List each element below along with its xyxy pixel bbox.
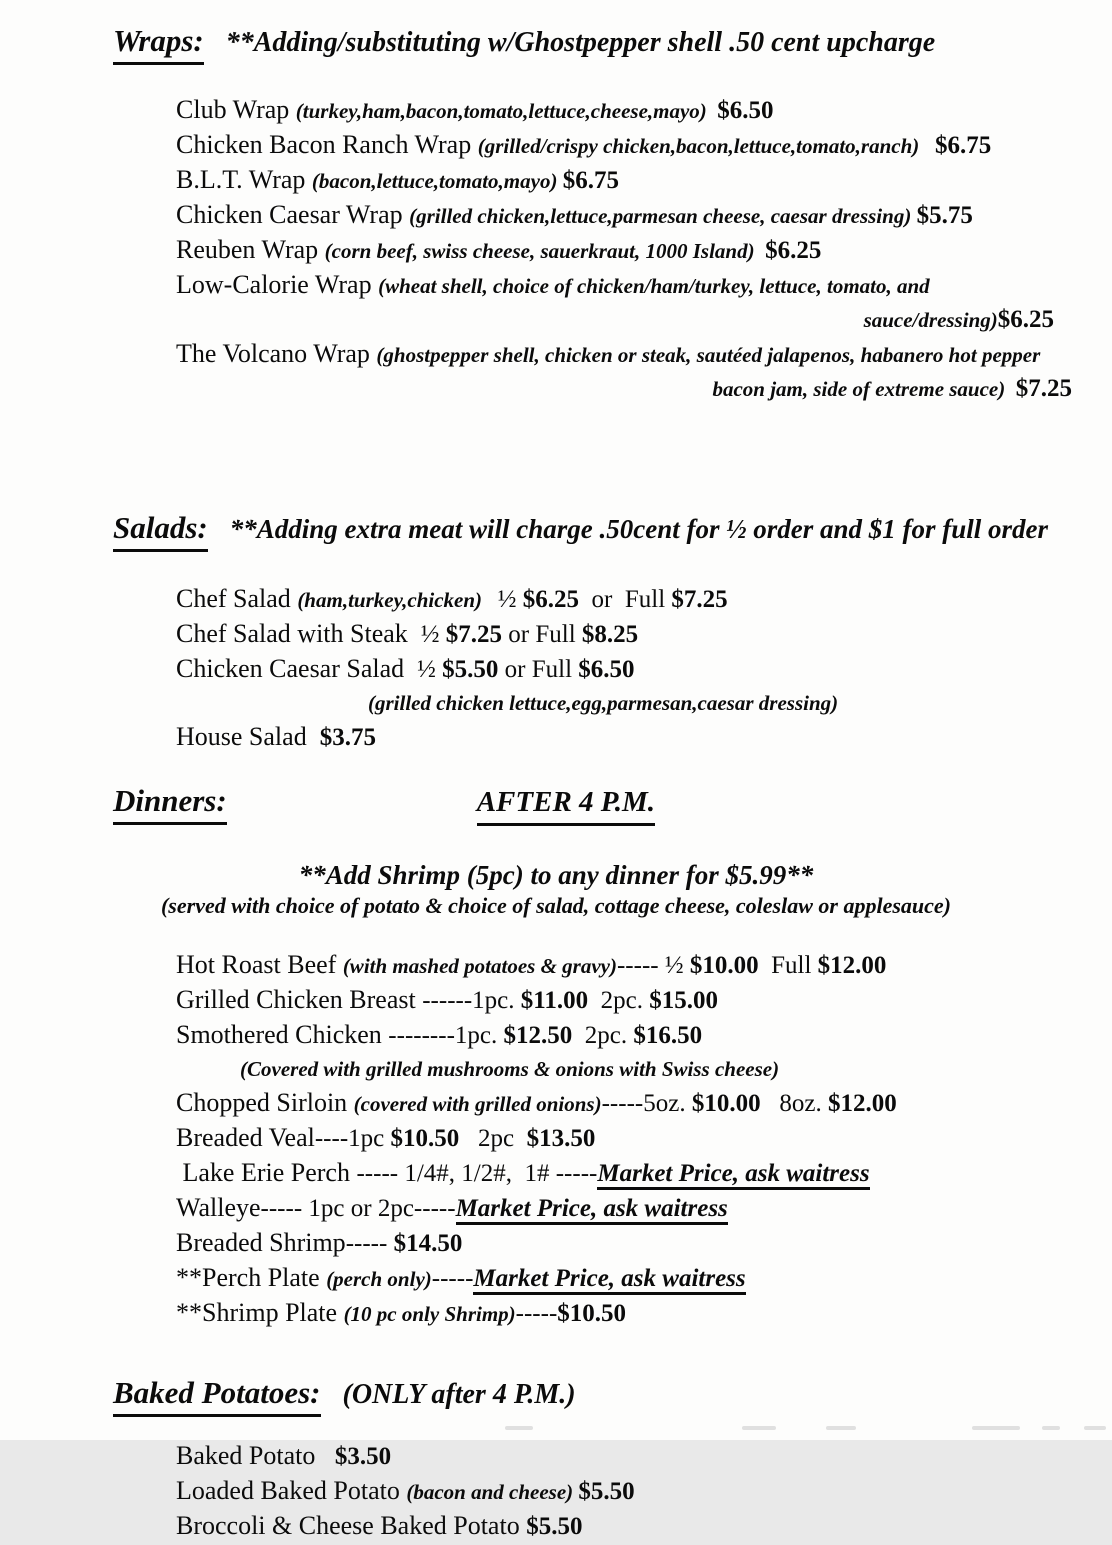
item-desc: (Covered with grilled mushrooms & onions with Swiss cheese) xyxy=(240,1057,780,1081)
or-full-label: or Full xyxy=(579,586,672,613)
wraps-title: Wraps: xyxy=(113,20,204,65)
opt1-price: $10.50 xyxy=(390,1125,460,1152)
item-dash: ----- xyxy=(431,1265,474,1292)
full-price: $7.25 xyxy=(671,586,728,613)
served-with-note: (served with choice of potato & choice of salad, cottage cheese, coleslaw or applesauce) xyxy=(160,893,951,918)
item-dash: ----- 1/4#, 1/2#, 1# ----- xyxy=(356,1160,598,1187)
item-name: Broccoli & Cheese Baked Potato xyxy=(176,1511,527,1540)
salads-note: **Adding extra meat will charge .50cent for ½ order and $1 for full order xyxy=(229,514,1049,544)
menu-item-lake-erie-perch xyxy=(176,1157,1112,1192)
opt2-label: Full xyxy=(758,952,818,979)
item-desc: (perch only) xyxy=(326,1267,432,1291)
menu-item-breaded-veal xyxy=(176,1122,1112,1157)
scan-smudge xyxy=(972,1426,1020,1430)
menu-item-shrimp-plate xyxy=(176,1297,1112,1332)
salads-header xyxy=(113,507,1112,555)
item-price: $5.75 xyxy=(916,202,973,229)
add-shrimp-note: **Add Shrimp (5pc) to any dinner for $5.99** xyxy=(298,860,814,890)
menu-item-loaded-baked-potato xyxy=(176,1475,1112,1510)
market-price-note: Market Price, ask waitress xyxy=(473,1265,745,1295)
menu-item-chicken-caesar-salad-desc xyxy=(368,688,1112,721)
menu-item-chicken-bacon-ranch-wrap xyxy=(176,129,1112,164)
item-desc: (covered with grilled onions) xyxy=(353,1092,602,1116)
menu-item-chicken-caesar-wrap xyxy=(176,199,1112,234)
item-name: Smothered Chicken xyxy=(176,1020,389,1049)
opt1-price: $10.00 xyxy=(689,952,759,979)
menu-item-reuben-wrap xyxy=(176,234,1112,269)
opt1-label: ½ xyxy=(664,952,690,979)
item-name: Reuben Wrap xyxy=(176,235,325,264)
opt2-label: 2pc. xyxy=(588,987,650,1014)
opt1-label: 1pc. xyxy=(454,1022,504,1049)
half-label: ½ xyxy=(417,656,443,683)
item-desc: (10 pc only Shrimp) xyxy=(343,1302,516,1326)
opt2-price: $15.00 xyxy=(649,987,719,1014)
opt1-label: 1pc. xyxy=(472,987,521,1014)
baked-potatoes-header xyxy=(113,1372,1112,1420)
scan-smudge xyxy=(1084,1426,1106,1430)
item-name: Hot Roast Beef xyxy=(176,950,343,979)
item-desc: (bacon and cheese) xyxy=(406,1480,579,1504)
opt2-label: 8oz. xyxy=(760,1090,828,1117)
menu-item-volcano-wrap xyxy=(176,338,1112,373)
item-name: **Perch Plate xyxy=(176,1263,327,1292)
item-price: $14.50 xyxy=(393,1230,463,1257)
item-name: Baked Potato xyxy=(176,1441,335,1470)
item-desc-continued: bacon jam, side of extreme sauce) xyxy=(712,377,1016,401)
menu-item-low-calorie-wrap-continued xyxy=(176,304,1112,338)
item-name: Low-Calorie Wrap xyxy=(176,270,379,299)
item-desc: (ham,turkey,chicken) xyxy=(297,588,498,612)
after-4pm-note: AFTER 4 P.M. xyxy=(477,781,655,826)
wraps-header xyxy=(113,20,1112,68)
opt2-label: 2pc. xyxy=(572,1022,634,1049)
scan-smudge xyxy=(1042,1426,1060,1430)
wraps-note: **Adding/substituting w/Ghostpepper shell .50 cent upcharge xyxy=(225,27,936,58)
item-name: Chicken Bacon Ranch Wrap xyxy=(176,130,478,159)
item-dash: ----- xyxy=(616,952,665,979)
item-price: $7.25 xyxy=(1015,375,1072,402)
item-dash: ---- xyxy=(314,1125,349,1152)
salads-items xyxy=(176,583,1112,756)
item-name: House Salad xyxy=(176,722,320,751)
menu-item-broccoli-cheese-baked-potato xyxy=(176,1510,1112,1545)
item-price: $6.75 xyxy=(562,167,619,194)
item-name: Breaded Shrimp xyxy=(176,1228,346,1257)
dinners-items xyxy=(176,949,1112,1332)
item-dash: ----- xyxy=(601,1090,644,1117)
item-name: B.L.T. Wrap xyxy=(176,165,312,194)
item-price: $10.50 xyxy=(557,1300,627,1327)
half-price: $7.25 xyxy=(445,621,503,648)
item-dash: ------ xyxy=(422,987,473,1014)
market-price-note: Market Price, ask waitress xyxy=(456,1195,728,1225)
opt1-price: $12.50 xyxy=(503,1022,573,1049)
opt1-price: $11.00 xyxy=(520,987,589,1014)
scan-artifact-row xyxy=(0,1424,1112,1432)
item-price: $6.25 xyxy=(997,306,1054,333)
item-dash: ----- xyxy=(515,1300,558,1327)
item-dash: ----- xyxy=(345,1230,394,1257)
item-desc: (corn beef, swiss cheese, sauerkraut, 1000 Island) xyxy=(324,239,766,263)
section-dinners xyxy=(0,780,1112,1332)
item-price: $5.50 xyxy=(578,1478,635,1505)
menu-item-perch-plate xyxy=(176,1262,1112,1297)
item-name: The Volcano Wrap xyxy=(176,339,377,368)
item-price: $5.50 xyxy=(526,1513,583,1540)
full-price: $8.25 xyxy=(581,621,639,648)
scan-smudge xyxy=(742,1426,776,1430)
dinners-title: Dinners: xyxy=(113,780,227,825)
opt1-label: 1pc xyxy=(348,1125,391,1152)
half-price: $5.50 xyxy=(442,656,499,683)
salads-title: Salads: xyxy=(113,507,208,552)
opt2-label: 2pc xyxy=(459,1125,527,1152)
item-desc: (grilled chicken,lettuce,parmesan cheese, caesar dressing) xyxy=(409,204,917,228)
item-name: Breaded Veal xyxy=(176,1123,315,1152)
dinners-header xyxy=(113,780,1112,828)
menu-item-chicken-caesar-salad xyxy=(176,653,1112,688)
item-name: **Shrimp Plate xyxy=(176,1298,344,1327)
menu-item-hot-roast-beef xyxy=(176,949,1112,984)
half-label: ½ xyxy=(497,586,523,613)
menu-item-chef-salad-with-steak xyxy=(176,618,1112,653)
scan-smudge xyxy=(505,1426,533,1430)
menu-item-smothered-chicken xyxy=(176,1019,1112,1054)
menu-item-club-wrap xyxy=(176,94,1112,129)
scan-smudge xyxy=(826,1426,856,1430)
item-name: Chicken Caesar Wrap xyxy=(176,200,410,229)
baked-potatoes-title: Baked Potatoes: xyxy=(113,1372,321,1417)
item-name: Walleye xyxy=(176,1193,261,1222)
item-desc: (turkey,ham,bacon,tomato,lettuce,cheese,mayo) xyxy=(295,99,718,123)
market-price-note: Market Price, ask waitress xyxy=(597,1160,869,1190)
item-desc-continued: sauce/dressing) xyxy=(863,308,998,332)
dinners-notes xyxy=(0,858,1112,919)
menu-item-grilled-chicken-breast xyxy=(176,984,1112,1019)
or-full-label: or Full xyxy=(502,621,582,648)
item-price: $6.75 xyxy=(935,132,992,159)
menu-item-breaded-shrimp xyxy=(176,1227,1112,1262)
item-desc: (grilled/crispy chicken,bacon,lettuce,tomato,ranch) xyxy=(477,134,936,158)
menu-item-low-calorie-wrap xyxy=(176,269,1112,304)
opt2-price: $16.50 xyxy=(633,1022,703,1049)
item-desc: (ghostpepper shell, chicken or steak, sautéed jalapenos, habanero hot pepper xyxy=(376,343,1041,367)
full-price: $6.50 xyxy=(578,656,635,683)
or-full-label: or Full xyxy=(498,656,579,683)
item-name: Lake Erie Perch xyxy=(176,1158,357,1187)
half-label: ½ xyxy=(420,621,446,648)
opt2-price: $13.50 xyxy=(526,1125,596,1152)
menu-item-smothered-chicken-desc xyxy=(240,1054,1112,1087)
item-price: $6.50 xyxy=(717,97,774,124)
item-name: Chef Salad with Steak xyxy=(176,619,421,648)
item-price: $3.75 xyxy=(319,724,376,751)
item-name: Chopped Sirloin xyxy=(176,1088,354,1117)
item-dash: -------- xyxy=(388,1022,455,1049)
opt1-price: $10.00 xyxy=(691,1090,761,1117)
baked-potatoes-items xyxy=(176,1440,1112,1545)
item-desc: (with mashed potatoes & gravy) xyxy=(342,954,617,978)
item-dash: ----- 1pc or 2pc----- xyxy=(260,1195,456,1222)
opt2-price: $12.00 xyxy=(817,952,887,979)
menu-item-chef-salad xyxy=(176,583,1112,618)
item-desc: (grilled chicken lettuce,egg,parmesan,caesar dressing) xyxy=(368,691,839,715)
opt2-price: $12.00 xyxy=(827,1090,897,1117)
item-desc: (bacon,lettuce,tomato,mayo) xyxy=(311,169,563,193)
item-price: $6.25 xyxy=(765,237,822,264)
item-name: Club Wrap xyxy=(176,95,296,124)
menu-item-chopped-sirloin xyxy=(176,1087,1112,1122)
item-desc: (wheat shell, choice of chicken/ham/turkey, lettuce, tomato, and xyxy=(378,274,930,298)
wraps-items xyxy=(176,94,1112,407)
section-wraps xyxy=(0,20,1112,407)
menu-item-blt-wrap xyxy=(176,164,1112,199)
baked-potatoes-note: (ONLY after 4 P.M.) xyxy=(342,1379,576,1410)
section-baked-potatoes xyxy=(0,1372,1112,1545)
menu-item-baked-potato xyxy=(176,1440,1112,1475)
menu-item-volcano-wrap-continued xyxy=(176,373,1112,407)
section-salads xyxy=(0,507,1112,756)
half-price: $6.25 xyxy=(522,586,580,613)
item-name: Grilled Chicken Breast xyxy=(176,985,423,1014)
item-name: Chef Salad xyxy=(176,584,298,613)
item-name: Loaded Baked Potato xyxy=(176,1476,407,1505)
menu-item-walleye xyxy=(176,1192,1112,1227)
item-name: Chicken Caesar Salad xyxy=(176,654,418,683)
menu-item-house-salad xyxy=(176,721,1112,756)
item-price: $3.50 xyxy=(334,1443,392,1470)
opt1-label: 5oz. xyxy=(643,1090,692,1117)
